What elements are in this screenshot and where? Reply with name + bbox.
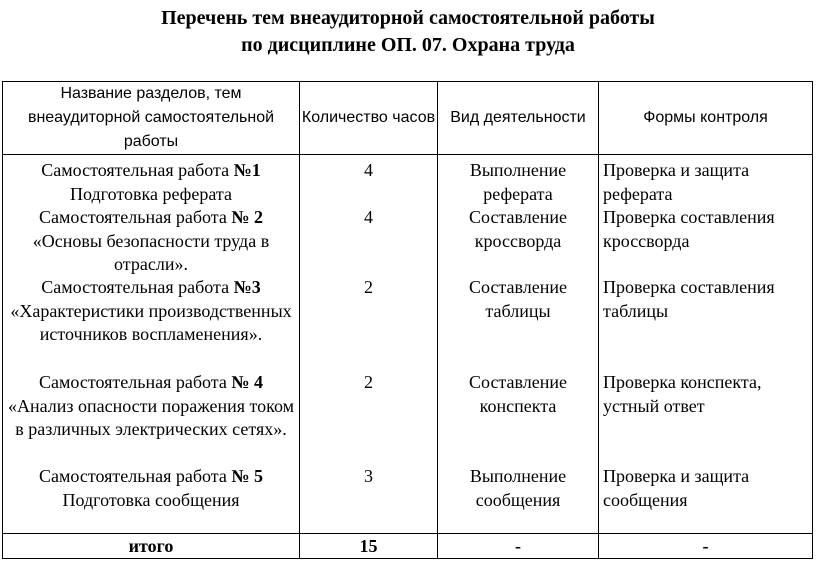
- topic-number: №1: [233, 160, 261, 180]
- topic-number: № 4: [231, 372, 263, 392]
- control-value: Проверка и защита реферата: [603, 160, 750, 204]
- total-label: итого: [3, 534, 300, 559]
- control-value: Проверка составления таблицы: [603, 277, 775, 321]
- topic-number: № 5: [231, 466, 263, 486]
- topic-text: Подготовка сообщения: [62, 489, 240, 510]
- topics-cell: [3, 155, 300, 534]
- control-value: Проверка составления кроссворда: [603, 207, 775, 251]
- topic-prefix: Самостоятельная работа: [39, 466, 232, 486]
- header-activity: Вид деятельности: [438, 82, 599, 155]
- total-hours: 15: [300, 534, 438, 559]
- header-control: Формы контроля: [599, 82, 813, 155]
- hours-cell: [300, 155, 438, 534]
- activity-value: Составление таблицы: [468, 277, 567, 321]
- total-control: -: [599, 534, 813, 559]
- hours-value: 3: [364, 466, 373, 486]
- total-activity: -: [438, 534, 599, 559]
- control-cell: [599, 155, 813, 534]
- topic-number: № 2: [231, 207, 263, 227]
- topic-prefix: Самостоятельная работа: [41, 160, 234, 180]
- topic-number: №3: [233, 277, 261, 297]
- topic-item: [3, 276, 299, 371]
- activity-value: Составление конспекта: [468, 372, 567, 416]
- table-header-row: [3, 82, 813, 155]
- hours-value: 2: [364, 372, 373, 392]
- topic-text: «Анализ опасности поражения током в различных электрических сетях».: [7, 395, 295, 439]
- control-value: Проверка конспекта, устный ответ: [603, 372, 762, 416]
- work-topics-table: [2, 81, 813, 559]
- control-value: Проверка и защита сообщения: [603, 466, 750, 510]
- activity-value: Выполнение реферата: [469, 160, 567, 204]
- activity-cell: [438, 155, 599, 534]
- table-body-row: [3, 155, 813, 534]
- activity-value: Составление кроссворда: [468, 207, 567, 251]
- topic-item: [3, 206, 299, 276]
- topic-text: Подготовка реферата: [70, 183, 232, 204]
- hours-value: 4: [364, 207, 373, 227]
- document-title-line-2: по дисциплине ОП. 07. Охрана труда: [241, 34, 575, 56]
- topic-item: [3, 371, 299, 465]
- total-row: [3, 534, 813, 559]
- hours-value: 2: [364, 277, 373, 297]
- topic-text: «Основы безопасности труда в отрасли».: [32, 230, 270, 274]
- topic-prefix: Самостоятельная работа: [39, 207, 232, 227]
- activity-value: Выполнение сообщения: [469, 466, 567, 510]
- topic-item: [3, 465, 299, 512]
- header-topic: Название разделов, тем внеаудиторной самостоятельной работы: [3, 82, 300, 155]
- header-hours: Количество часов: [300, 82, 438, 155]
- topic-prefix: Самостоятельная работа: [41, 277, 234, 297]
- topic-text: «Характеристики производственных источников воспламенения».: [10, 300, 292, 344]
- topic-prefix: Самостоятельная работа: [39, 372, 232, 392]
- hours-value: 4: [364, 160, 373, 180]
- document-title-line-1: Перечень тем внеаудиторной самостоятельной работы: [161, 7, 655, 29]
- topic-item: [3, 159, 299, 206]
